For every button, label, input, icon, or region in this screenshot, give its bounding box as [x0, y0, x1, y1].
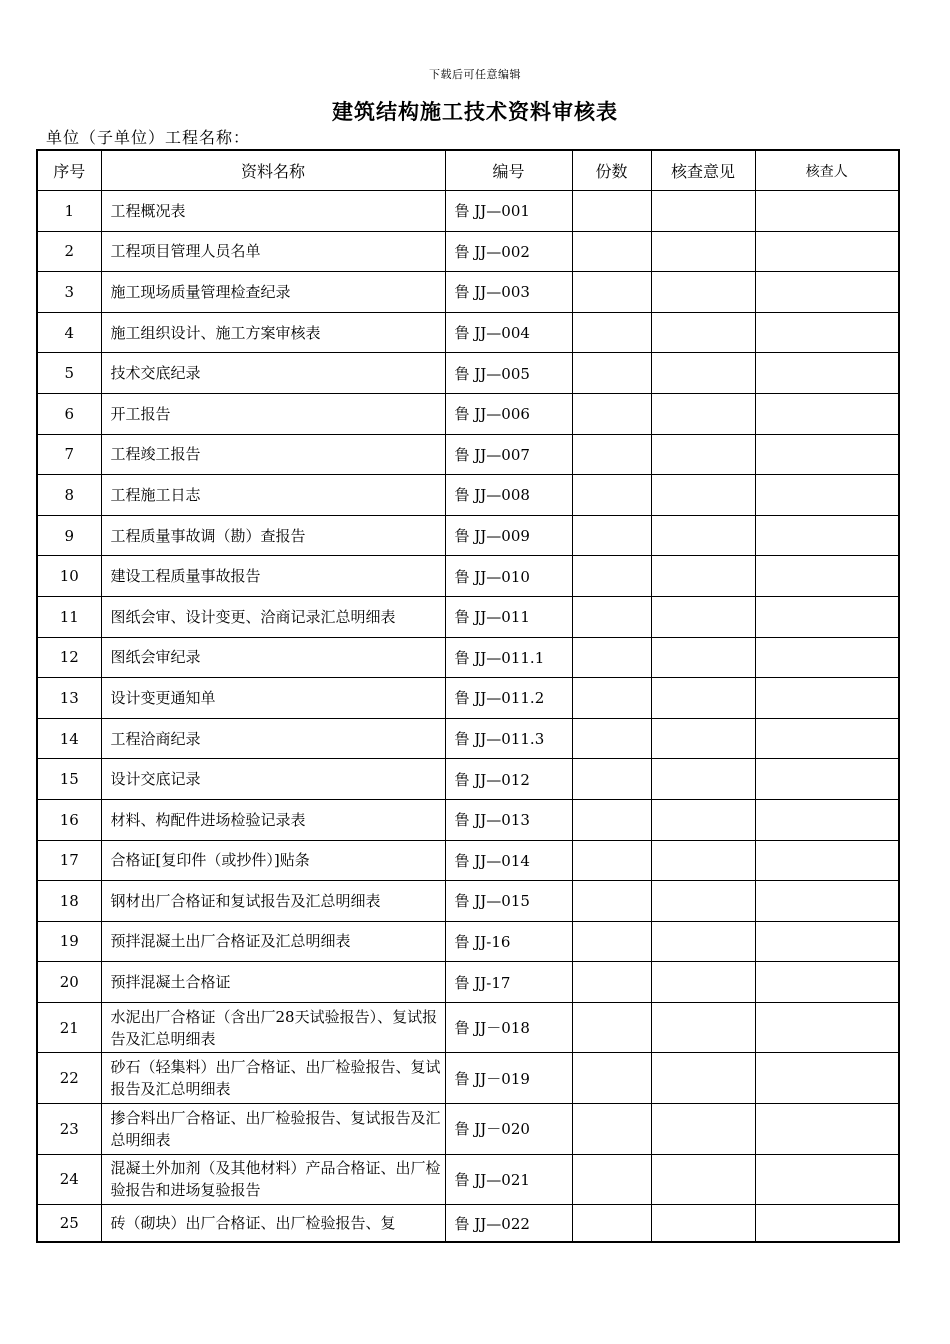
document-name: 工程项目管理人员名单: [101, 231, 445, 272]
header-note: 下载后可任意编辑: [429, 68, 521, 81]
opinion-cell[interactable]: [651, 881, 755, 922]
table-row: [37, 231, 899, 272]
copies-cell[interactable]: [572, 840, 651, 881]
opinion-cell[interactable]: [651, 962, 755, 1003]
document-code: 鲁 JJ-17: [445, 962, 572, 1003]
opinion-cell[interactable]: [651, 515, 755, 556]
column-header-copies: 份数: [572, 150, 651, 191]
row-number: 13: [37, 678, 101, 719]
document-name: 施工现场质量管理检查纪录: [101, 272, 445, 313]
document-name: 工程质量事故调（勘）查报告: [101, 515, 445, 556]
document-name: 预拌混凝土出厂合格证及汇总明细表: [101, 921, 445, 962]
table-row: [37, 799, 899, 840]
checker-cell[interactable]: [755, 475, 899, 516]
document-name: 图纸会审、设计变更、洽商记录汇总明细表: [101, 596, 445, 637]
document-code: 鲁 JJ—002: [445, 231, 572, 272]
copies-cell[interactable]: [572, 962, 651, 1003]
table-row: [37, 434, 899, 475]
checker-cell[interactable]: [755, 515, 899, 556]
opinion-cell[interactable]: [651, 759, 755, 800]
document-name: 工程洽商纪录: [101, 718, 445, 759]
document-code: 鲁 JJ—013: [445, 799, 572, 840]
checker-cell[interactable]: [755, 718, 899, 759]
checker-cell[interactable]: [755, 231, 899, 272]
copies-cell[interactable]: [572, 312, 651, 353]
document-name: 图纸会审纪录: [101, 637, 445, 678]
row-number: 15: [37, 759, 101, 800]
opinion-cell[interactable]: [651, 1053, 755, 1104]
document-name: 混凝土外加剂（及其他材料）产品合格证、出厂检验报告和进场复验报告: [101, 1154, 445, 1205]
checker-cell[interactable]: [755, 881, 899, 922]
table-row: [37, 556, 899, 597]
checker-cell[interactable]: [755, 637, 899, 678]
row-number: 1: [37, 191, 101, 232]
document-code: 鲁 JJ—011.1: [445, 637, 572, 678]
table-row: [37, 718, 899, 759]
row-number: 9: [37, 515, 101, 556]
document-code: 鲁 JJ—009: [445, 515, 572, 556]
row-number: 19: [37, 921, 101, 962]
opinion-cell[interactable]: [651, 678, 755, 719]
checker-cell[interactable]: [755, 921, 899, 962]
row-number: 22: [37, 1053, 101, 1104]
table-row: [37, 272, 899, 313]
row-number: 21: [37, 1002, 101, 1053]
document-name: 工程竣工报告: [101, 434, 445, 475]
opinion-cell[interactable]: [651, 312, 755, 353]
document-code: 鲁 JJ—011.2: [445, 678, 572, 719]
document-code: 鲁 JJ—006: [445, 393, 572, 434]
opinion-cell[interactable]: [651, 799, 755, 840]
table-row: [37, 759, 899, 800]
table-row: [37, 1205, 899, 1243]
row-number: 17: [37, 840, 101, 881]
row-number: 25: [37, 1205, 101, 1243]
document-name: 工程概况表: [101, 191, 445, 232]
document-name: 技术交底纪录: [101, 353, 445, 394]
table-row: [37, 1002, 899, 1053]
table-row: [37, 921, 899, 962]
document-code: 鲁 JJ—003: [445, 272, 572, 313]
column-header-checker: 核查人: [755, 150, 899, 191]
table-row: [37, 637, 899, 678]
opinion-cell[interactable]: [651, 231, 755, 272]
opinion-cell[interactable]: [651, 556, 755, 597]
copies-cell[interactable]: [572, 515, 651, 556]
copies-cell[interactable]: [572, 637, 651, 678]
row-number: 18: [37, 881, 101, 922]
opinion-cell[interactable]: [651, 1104, 755, 1155]
checker-cell[interactable]: [755, 1104, 899, 1155]
checker-cell[interactable]: [755, 312, 899, 353]
row-number: 3: [37, 272, 101, 313]
table-row: [37, 596, 899, 637]
review-table: [36, 149, 900, 1243]
document-code: 鲁 JJ—008: [445, 475, 572, 516]
checker-cell[interactable]: [755, 678, 899, 719]
copies-cell[interactable]: [572, 1053, 651, 1104]
checker-cell[interactable]: [755, 434, 899, 475]
document-code: 鲁 JJ－019: [445, 1053, 572, 1104]
document-code: 鲁 JJ—001: [445, 191, 572, 232]
document-code: 鲁 JJ—015: [445, 881, 572, 922]
checker-cell[interactable]: [755, 556, 899, 597]
column-header-name: 资料名称: [101, 150, 445, 191]
copies-cell[interactable]: [572, 191, 651, 232]
document-code: 鲁 JJ—022: [445, 1205, 572, 1243]
row-number: 11: [37, 596, 101, 637]
table-row: [37, 353, 899, 394]
document-name: 砂石（轻集料）出厂合格证、出厂检验报告、复试报告及汇总明细表: [101, 1053, 445, 1104]
opinion-cell[interactable]: [651, 1205, 755, 1243]
opinion-cell[interactable]: [651, 191, 755, 232]
document-code: 鲁 JJ-16: [445, 921, 572, 962]
row-number: 14: [37, 718, 101, 759]
row-number: 5: [37, 353, 101, 394]
row-number: 2: [37, 231, 101, 272]
row-number: 24: [37, 1154, 101, 1205]
row-number: 8: [37, 475, 101, 516]
copies-cell[interactable]: [572, 678, 651, 719]
row-number: 16: [37, 799, 101, 840]
document-name: 砖（砌块）出厂合格证、出厂检验报告、复: [101, 1205, 445, 1243]
checker-cell[interactable]: [755, 759, 899, 800]
row-number: 7: [37, 434, 101, 475]
document-title: 建筑结构施工技术资料审核表: [332, 100, 618, 124]
copies-cell[interactable]: [572, 759, 651, 800]
table-row: [37, 881, 899, 922]
checker-cell[interactable]: [755, 1205, 899, 1243]
document-name: 钢材出厂合格证和复试报告及汇总明细表: [101, 881, 445, 922]
document-code: 鲁 JJ—011: [445, 596, 572, 637]
document-name: 水泥出厂合格证（含出厂28天试验报告）、复试报告及汇总明细表: [101, 1002, 445, 1053]
copies-cell[interactable]: [572, 434, 651, 475]
opinion-cell[interactable]: [651, 475, 755, 516]
document-name: 合格证[复印件（或抄件）]贴条: [101, 840, 445, 881]
row-number: 6: [37, 393, 101, 434]
opinion-cell[interactable]: [651, 353, 755, 394]
column-header-opinion: 核查意见: [651, 150, 755, 191]
copies-cell[interactable]: [572, 596, 651, 637]
checker-cell[interactable]: [755, 596, 899, 637]
copies-cell[interactable]: [572, 353, 651, 394]
document-name: 施工组织设计、施工方案审核表: [101, 312, 445, 353]
document-code: 鲁 JJ－018: [445, 1002, 572, 1053]
checker-cell[interactable]: [755, 393, 899, 434]
document-name: 设计变更通知单: [101, 678, 445, 719]
document-name: 预拌混凝土合格证: [101, 962, 445, 1003]
row-number: 4: [37, 312, 101, 353]
table-row: [37, 191, 899, 232]
checker-cell[interactable]: [755, 353, 899, 394]
table-row: [37, 312, 899, 353]
table-row: [37, 1053, 899, 1104]
copies-cell[interactable]: [572, 393, 651, 434]
table-row: [37, 475, 899, 516]
column-header-code: 编号: [445, 150, 572, 191]
copies-cell[interactable]: [572, 799, 651, 840]
opinion-cell[interactable]: [651, 596, 755, 637]
checker-cell[interactable]: [755, 272, 899, 313]
copies-cell[interactable]: [572, 272, 651, 313]
row-number: 12: [37, 637, 101, 678]
column-header-no: 序号: [37, 150, 101, 191]
checker-cell[interactable]: [755, 1053, 899, 1104]
table-row: [37, 515, 899, 556]
document-code: 鲁 JJ—004: [445, 312, 572, 353]
copies-cell[interactable]: [572, 1104, 651, 1155]
copies-cell[interactable]: [572, 1205, 651, 1243]
document-code: 鲁 JJ－020: [445, 1104, 572, 1155]
checker-cell[interactable]: [755, 840, 899, 881]
document-name: 建设工程质量事故报告: [101, 556, 445, 597]
copies-cell[interactable]: [572, 881, 651, 922]
table-row: [37, 678, 899, 719]
copies-cell[interactable]: [572, 475, 651, 516]
document-code: 鲁 JJ—021: [445, 1154, 572, 1205]
table-row: [37, 1104, 899, 1155]
document-code: 鲁 JJ—012: [445, 759, 572, 800]
copies-cell[interactable]: [572, 921, 651, 962]
document-name: 掺合料出厂合格证、出厂检验报告、复试报告及汇总明细表: [101, 1104, 445, 1155]
table-row: [37, 393, 899, 434]
copies-cell[interactable]: [572, 718, 651, 759]
checker-cell[interactable]: [755, 962, 899, 1003]
document-code: 鲁 JJ—005: [445, 353, 572, 394]
checker-cell[interactable]: [755, 1154, 899, 1205]
document-code: 鲁 JJ—010: [445, 556, 572, 597]
document-code: 鲁 JJ—011.3: [445, 718, 572, 759]
opinion-cell[interactable]: [651, 434, 755, 475]
opinion-cell[interactable]: [651, 272, 755, 313]
document-name: 开工报告: [101, 393, 445, 434]
unit-name-label: 单位（子单位）工程名称：: [46, 128, 251, 147]
row-number: 10: [37, 556, 101, 597]
opinion-cell[interactable]: [651, 921, 755, 962]
opinion-cell[interactable]: [651, 1154, 755, 1205]
opinion-cell[interactable]: [651, 840, 755, 881]
copies-cell[interactable]: [572, 231, 651, 272]
copies-cell[interactable]: [572, 556, 651, 597]
opinion-cell[interactable]: [651, 393, 755, 434]
opinion-cell[interactable]: [651, 637, 755, 678]
document-name: 工程施工日志: [101, 475, 445, 516]
opinion-cell[interactable]: [651, 1002, 755, 1053]
table-row: [37, 840, 899, 881]
checker-cell[interactable]: [755, 191, 899, 232]
document-code: 鲁 JJ—007: [445, 434, 572, 475]
table-row: [37, 1154, 899, 1205]
checker-cell[interactable]: [755, 799, 899, 840]
row-number: 23: [37, 1104, 101, 1155]
opinion-cell[interactable]: [651, 718, 755, 759]
document-name: 设计交底记录: [101, 759, 445, 800]
document-name: 材料、构配件进场检验记录表: [101, 799, 445, 840]
table-header-row: [37, 150, 899, 191]
copies-cell[interactable]: [572, 1002, 651, 1053]
table-row: [37, 962, 899, 1003]
document-code: 鲁 JJ—014: [445, 840, 572, 881]
checker-cell[interactable]: [755, 1002, 899, 1053]
copies-cell[interactable]: [572, 1154, 651, 1205]
row-number: 20: [37, 962, 101, 1003]
